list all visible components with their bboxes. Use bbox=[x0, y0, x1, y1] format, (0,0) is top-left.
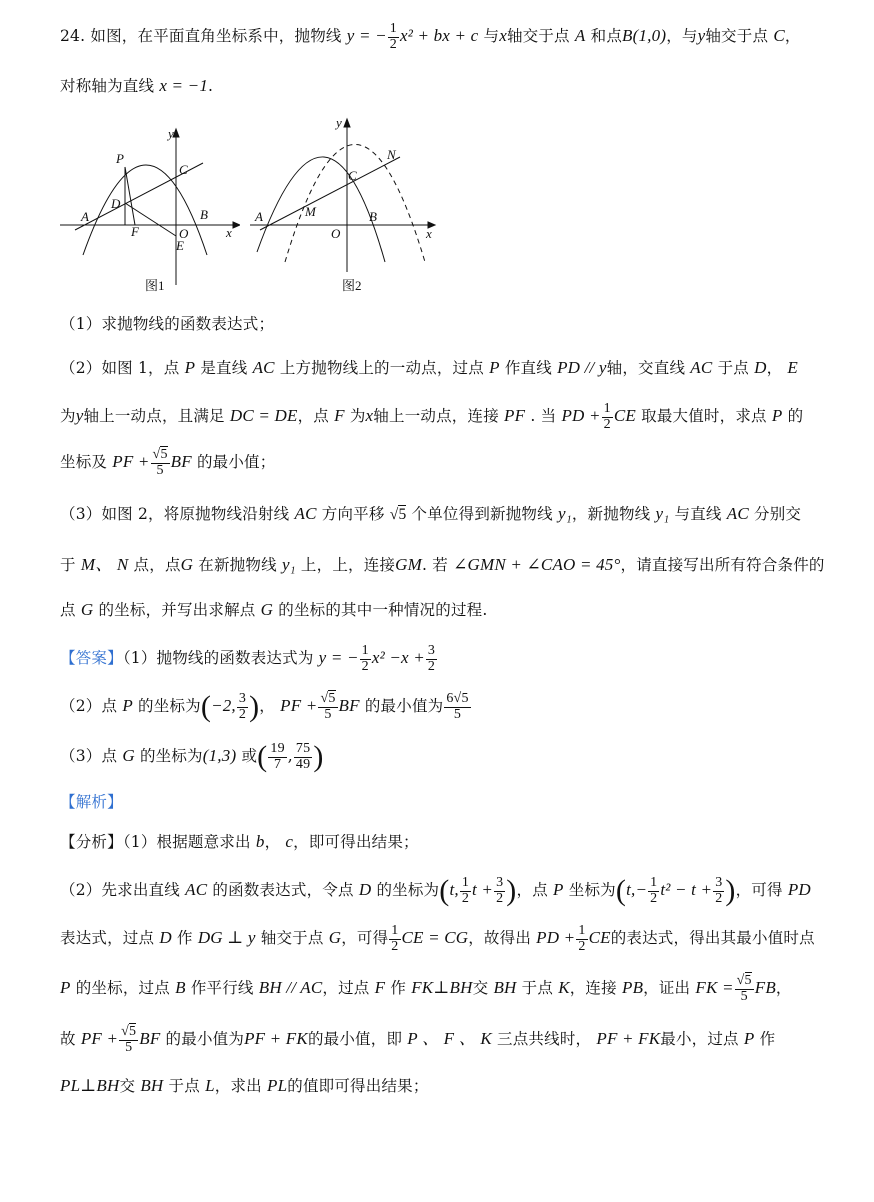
fig1-label-d: D bbox=[111, 196, 121, 211]
fig1-label-x: x bbox=[226, 225, 232, 240]
fig2-label-b: B bbox=[369, 209, 377, 224]
analysis-f6: PL⊥BH交 BH 于点 L，求出 PL的值即可得出结果； bbox=[60, 1076, 429, 1095]
analysis-tag: 【解析】 bbox=[60, 793, 123, 811]
part3-line2: 于 M、 N 点，点G 在新抛物线 y₁ 上，上，连接GM. 若 ∠GMN + ∠CAO = 45°，请直接写出所有符合条件的 bbox=[60, 555, 825, 574]
question-number: 24. bbox=[60, 27, 86, 46]
analysis-f1: 【分析】（1）根据题意求出 b， c，即可得出结果； bbox=[60, 832, 419, 851]
part2-line1: （2）如图 1，点 P 是直线 AC 上方抛物线上的一动点，过点 P 作直线 PD // y轴，交直线 AC 于点 D， E bbox=[60, 358, 799, 377]
analysis-f2: （2）先求出直线 AC 的函数表达式，令点 D 的坐标为(t, $\frac{1}{2}$ t + $\frac{3}{2}$ )，点 P 坐标为(t,− $\frac{1}{2}$ t² − t + $\frac{3}{2}$ )，可得 PD bbox=[60, 874, 811, 907]
fig2-label-c: C bbox=[348, 168, 357, 183]
part1: （1）求抛物线的函数表达式； bbox=[60, 315, 275, 333]
fig1-label-c: C bbox=[179, 162, 188, 177]
part2-line2: 为y轴上一动点，且满足 DC = DE，点 F 为x轴上一动点，连接 PF . 当 PD + $\frac{1}{2}$ CE 取最大值时，求点 P 的 bbox=[60, 401, 804, 432]
fig1-parabola bbox=[83, 165, 207, 255]
fig2-caption: 图2 bbox=[342, 278, 362, 293]
analysis-f4: P 的坐标，过点 B 作平行线 BH // AC，过点 F 作 FK⊥BH交 BH 于点 K，连接 PB，证出 FK = $\frac{√5}{5}$ FB， bbox=[60, 973, 792, 1004]
question-stem-line2: 对称轴为直线 x = −1. bbox=[60, 76, 214, 95]
answer-3: （3）点 G 的坐标为(1,3) 或( $\frac{19}{7}$ , $\frac{75}{49}$ ) bbox=[60, 740, 324, 773]
fig2-label-o: O bbox=[331, 226, 341, 241]
fig1-label-e: E bbox=[176, 238, 184, 253]
analysis-f5: 故 PF + $\frac{√5}{5}$ BF 的最小值为PF + FK的最小值，即 P 、 F 、 K 三点共线时， PF + FK最小，过点 P 作 bbox=[60, 1023, 776, 1055]
fig2-label-n: N bbox=[387, 147, 396, 162]
fig1-label-b: B bbox=[200, 207, 208, 222]
fig1-caption: 图1 bbox=[145, 278, 165, 293]
part3-line1: （3）如图 2，将原抛物线沿射线 AC 方向平移 √5 个单位得到新抛物线 y₁，新抛物线 y₁ 与直线 AC 分别交 bbox=[60, 504, 802, 523]
fig2-label-x: x bbox=[426, 226, 432, 241]
part2-line3: 坐标及 PF + $\frac{√5}{5}$ BF 的最小值； bbox=[60, 447, 276, 478]
fig1-label-a: A bbox=[81, 209, 89, 224]
part3-line3: 点 G 的坐标，并写出求解点 G 的坐标的其中一种情况的过程. bbox=[60, 600, 488, 619]
fig2-label-m: M bbox=[305, 204, 316, 219]
fig2-label-a: A bbox=[255, 209, 263, 224]
fig1-label-p: P bbox=[116, 151, 124, 166]
fig2-label-y: y bbox=[336, 115, 342, 130]
fig1-line-pf bbox=[125, 167, 135, 225]
fig1-label-f: F bbox=[131, 224, 139, 239]
figure-2 bbox=[245, 112, 445, 297]
analysis-f3: 表达式，过点 D 作 DG ⊥ y 轴交于点 G，可得 $\frac{1}{2}$ CE = CG，故得出 PD + $\frac{1}{2}$ CE的表达式，得出其最小值时点 bbox=[60, 923, 815, 954]
fig2-original-parabola bbox=[257, 157, 385, 262]
answer-2: （2）点 P 的坐标为(−2, $\frac{3}{2}$ )， PF + $\frac{√5}{5}$ BF 的最小值为 $\frac{6√5}{5}$ bbox=[60, 690, 469, 723]
question-stem-line1: 24. 如图，在平面直角坐标系中，抛物线 y = − $\frac{1}{2}$ x² + bx + c 与x轴交于点 A 和点B(1,0)，与y轴交于点 C， bbox=[60, 21, 801, 52]
answer-tag: 【答案】 bbox=[60, 649, 123, 668]
fig1-label-y: y bbox=[168, 126, 174, 141]
fig2-line-ac bbox=[260, 157, 400, 230]
answer-1: 【答案】（1）抛物线的函数表达式为 y = − $\frac{1}{2}$ x² −x + $\frac{3}{2}$ bbox=[60, 643, 436, 674]
figure-1 bbox=[55, 115, 240, 295]
fig1-label-o: O bbox=[179, 226, 189, 241]
